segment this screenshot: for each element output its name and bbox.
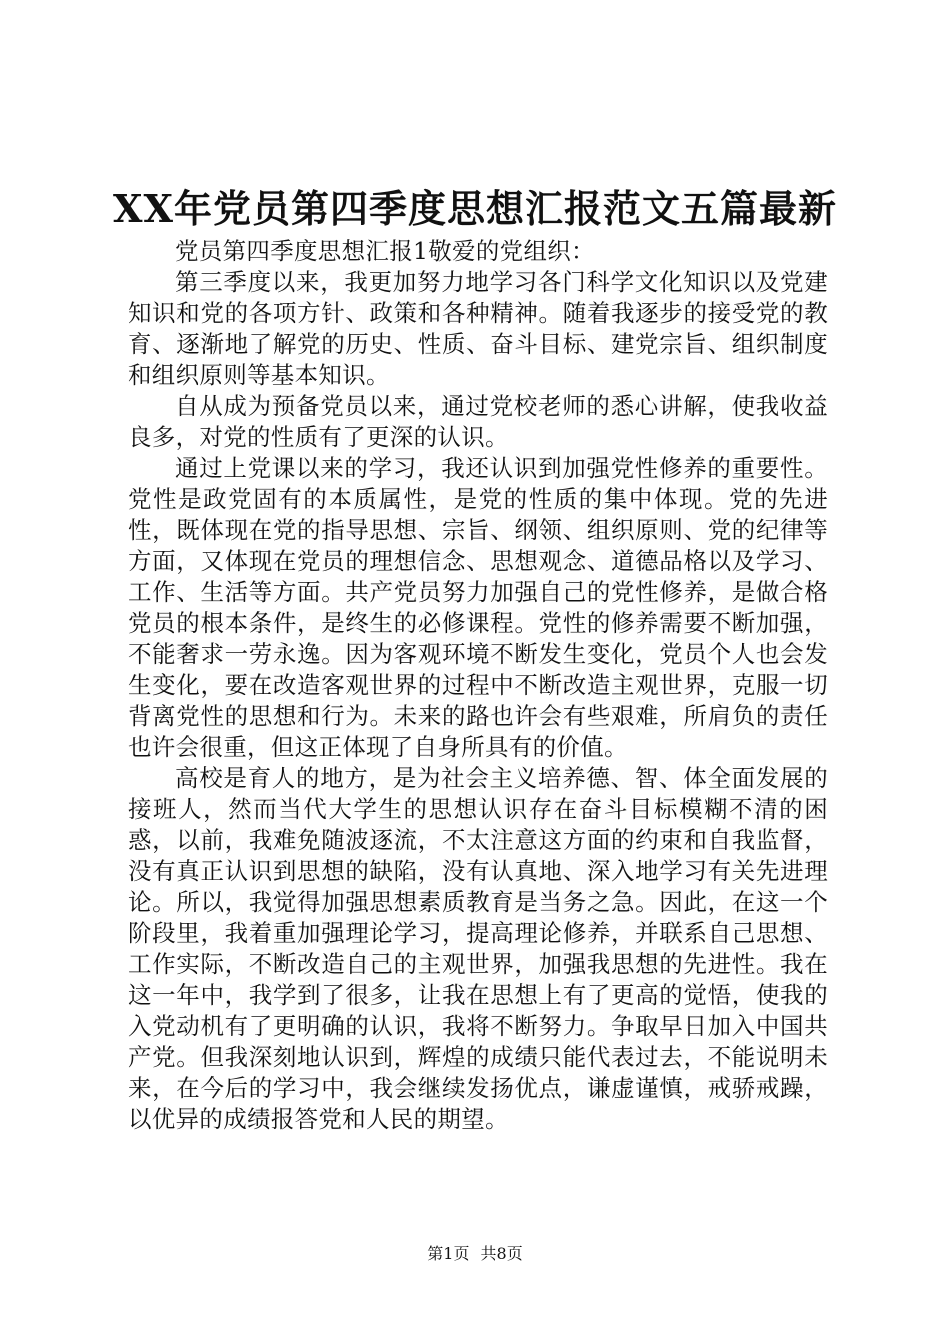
page-total: 共8页 bbox=[480, 1244, 523, 1263]
document-body bbox=[128, 236, 828, 1135]
paragraph-2: 自从成为预备党员以来，通过党校老师的悉心讲解，使我收益良多，对党的性质有了更深的认识。 bbox=[128, 392, 828, 451]
page-number: 第1页 bbox=[427, 1244, 470, 1263]
page-footer bbox=[0, 1244, 950, 1264]
document-title: XX年党员第四季度思想汇报范文五篇最新 bbox=[113, 186, 837, 232]
paragraph-4: 高校是育人的地方，是为社会主义培养德、智、体全面发展的接班人，然而当代大学生的思想认识存在奋斗目标模糊不清的困惑，以前，我难免随波逐流，不太注意这方面的约束和自我监督，没有真正认识到思想的缺陷，没有认真地、深入地学习有关先进理论。所以，我觉得加强思想素质教育是当务之急。因此，在这一个阶段里，我着重加强理论学习，提高理论修养，并联系自己思想、工作实际，不断改造自己的主观世界，加强我思想的先进性。我在这一年中，我学到了很多，让我在思想上有了更高的觉悟，使我的入党动机有了更明确的认识，我将不断努力。争取早日加入中国共产党。但我深刻地认识到，辉煌的成绩只能代表过去，不能说明未来，在今后的学习中，我会继续发扬优点，谦虚谨慎，戒骄戒躁，以优异的成绩报答党和人民的期望。 bbox=[128, 764, 828, 1133]
paragraph-3: 通过上党课以来的学习，我还认识到加强党性修养的重要性。党性是政党固有的本质属性，是党的性质的集中体现。党的先进性，既体现在党的指导思想、宗旨、纲领、组织原则、党的纪律等方面，又体现在党员的理想信念、思想观念、道德品格以及学习、工作、生活等方面。共产党员努力加强自己的党性修养，是做合格党员的根本条件，是终生的必修课程。党性的修养需要不断加强，不能奢求一劳永逸。因为客观环境不断发生变化，党员个人也会发生变化，要在改造客观世界的过程中不断改造主观世界，克服一切背离党性的思想和行为。未来的路也许会有些艰难，所肩负的责任也许会很重，但这正体现了自身所具有的价值。 bbox=[128, 454, 828, 761]
paragraph-1: 第三季度以来，我更加努力地学习各门科学文化知识以及党建知识和党的各项方针、政策和各种精神。随着我逐步的接受党的教育、逐渐地了解党的历史、性质、奋斗目标、建党宗旨、组织制度和组织原则等基本知识。 bbox=[128, 268, 828, 389]
paragraph-salutation: 党员第四季度思想汇报1敬爱的党组织： bbox=[175, 237, 595, 265]
